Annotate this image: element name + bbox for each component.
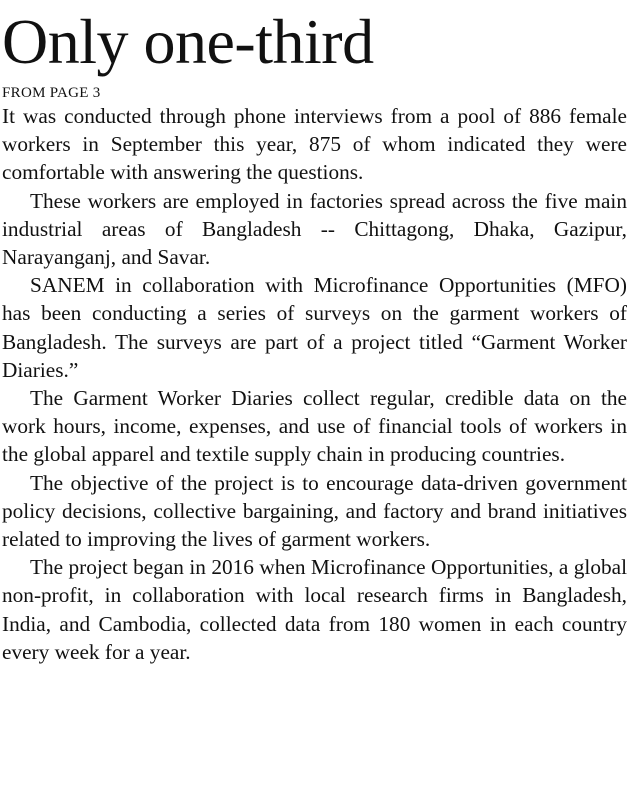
article-paragraph: The objective of the project is to encourage data-driven government policy decisions, collective bargaining, and factory and brand initiatives related to improving the lives of garment workers.	[2, 470, 627, 552]
article-headline: Only one-third	[2, 6, 374, 77]
news-article	[2, 0, 627, 666]
article-paragraph: SANEM in collaboration with Microfinance Opportunities (MFO) has been conducting a series of surveys on the garment workers of Bangladesh. The surveys are part of a project titled “Garment Worker Diaries.”	[2, 273, 627, 382]
article-paragraph: The project began in 2016 when Microfinance Opportunities, a global non-profit, in collaboration with local research firms in Bangladesh, India, and Cambodia, collected data from 180 women in each country every week for a year.	[2, 555, 627, 664]
article-body	[2, 102, 627, 666]
article-paragraph: It was conducted through phone interviews from a pool of 886 female workers in September this year, 875 of whom indicated they were comfortable with answering the questions.	[2, 104, 627, 185]
continuation-line: FROM PAGE 3	[2, 85, 101, 101]
article-paragraph: These workers are employed in factories spread across the five main industrial areas of Bangladesh -- Chittagong, Dhaka, Gazipur, Narayanganj, and Savar.	[2, 188, 627, 270]
article-paragraph: The Garment Worker Diaries collect regular, credible data on the work hours, income, expenses, and use of financial tools of workers in the global apparel and textile supply chain in producing countries.	[2, 386, 627, 467]
